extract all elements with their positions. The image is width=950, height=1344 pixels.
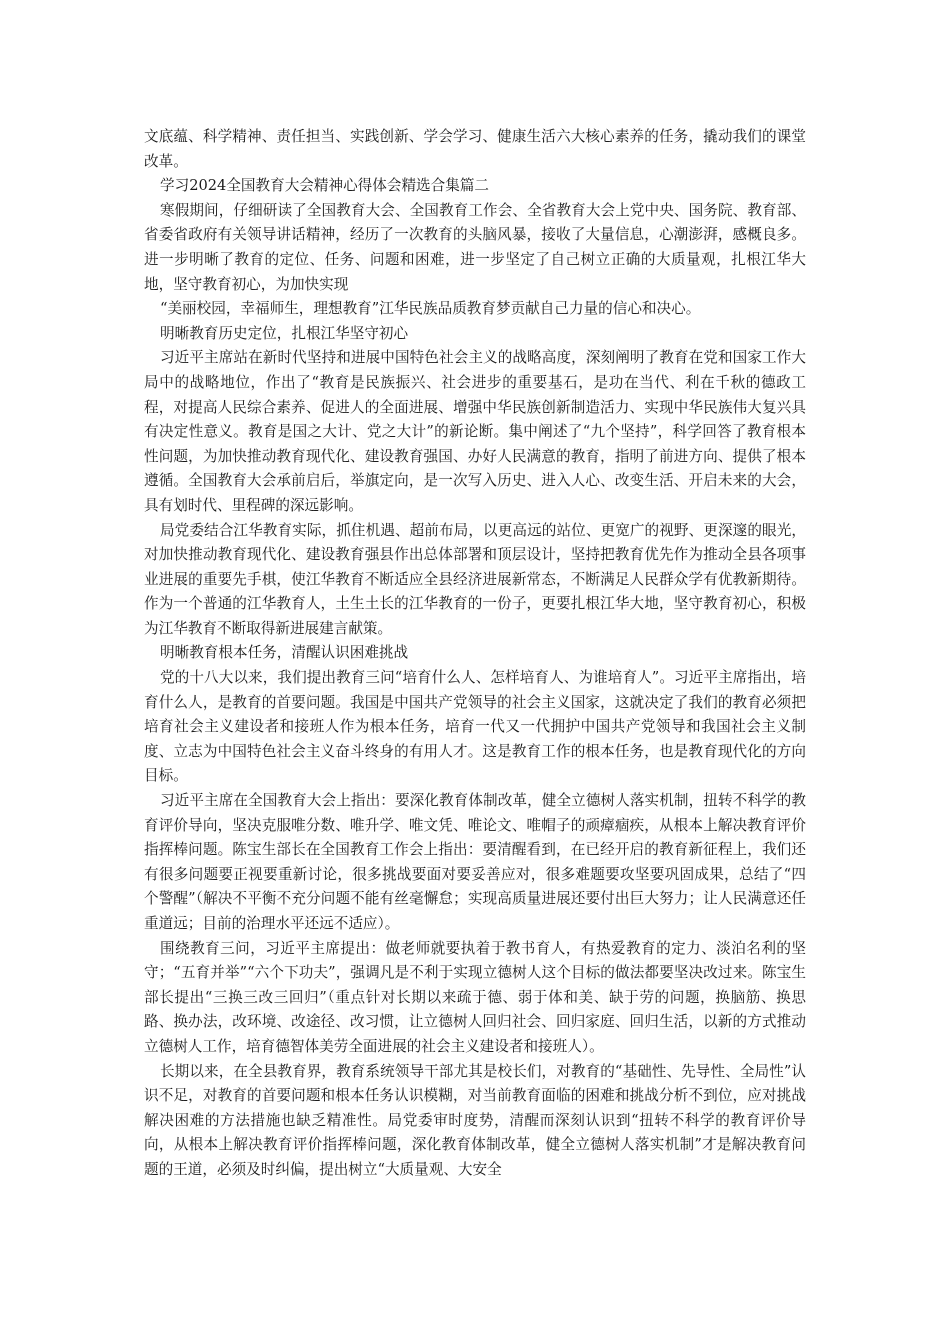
paragraph: “美丽校园，幸福师生，理想教育”江华民族品质教育梦贡献自己力量的信心和决心。 (160, 300, 701, 318)
section-title: 学习2024全国教育大会精神心得体会精选合集篇二 (160, 177, 490, 195)
section-heading: 明晰教育历史定位，扎根江华坚守初心 (160, 324, 409, 342)
paragraph: 寒假期间，仔细研读了全国教育大会、全国教育工作会、全省教育大会上党中央、国务院、教育部、省委省政府有关领导讲话精神，经历了一次教育的头脑风暴，接收了大量信息，心潮澎湃，感概良多。进一步明晰了教育的定位、任务、问题和困难，进一步坚定了自己树立正确的大质量观，扎根江华大地，坚守教育初心，为加快实现 (144, 201, 806, 293)
paragraph: 围绕教育三问，习近平主席提出：做老师就要执着于教书育人，有热爱教育的定力、淡泊名利的坚守；“五育并举”“六个下功夫”，强调凡是不利于实现立德树人这个目标的做法都要坚决改过来。陈宝生部长提出“三换三改三回归”（重点针对长期以来疏于德、弱于体和美、缺于劳的问题，换脑筋、换思路、换办法，改环境、改途径、改习惯，让立德树人回归社会、回归家庭、回归生活，以新的方式推动立德树人工作，培育德智体美劳全面进展的社会主义建设者和接班人）。 (144, 939, 806, 1055)
section-heading: 明晰教育根本任务，清醒认识困难挑战 (160, 644, 409, 662)
paragraph: 局党委结合江华教育实际，抓住机遇、超前布局，以更高远的站位、更宽广的视野、更深邃的眼光，对加快推动教育现代化、建设教育强县作出总体部署和顶层设计，坚持把教育优先作为推动全县各项事业进展的重要先手棋，使江华教育不断适应全县经济进展新常态，不断满足人民群众学有优教新期待。作为一个普通的江华教育人，土生土长的江华教育的一份子，更要扎根江华大地，坚守教育初心，积极为江华教育不断取得新进展建言献策。 (144, 521, 806, 637)
document-body (144, 125, 806, 1183)
paragraph-continuation: 文底蕴、科学精神、责任担当、实践创新、学会学习、健康生活六大核心素养的任务，撬动我们的课堂改革。 (144, 128, 806, 170)
paragraph: 党的十八大以来，我们提出教育三问“培育什么人、怎样培育人、为谁培育人”。习近平主席指出，培育什么人，是教育的首要问题。我国是中国共产党领导的社会主义国家，这就决定了我们的教育必须把培育社会主义建设者和接班人作为根本任务，培育一代又一代拥护中国共产党领导和我国社会主义制度、立志为中国特色社会主义奋斗终身的有用人才。这是教育工作的根本任务，也是教育现代化的方向目标。 (144, 669, 806, 785)
paragraph: 长期以来，在全县教育界，教育系统领导干部尤其是校长们，对教育的“基础性、先导性、全局性”认识不足，对教育的首要问题和根本任务认识模糊，对当前教育面临的困难和挑战分析不到位，应对挑战解决困难的方法措施也缺乏精准性。局党委审时度势，清醒而深刻认识到“扭转不科学的教育评价导向，从根本上解决教育评价指挥棒问题，深化教育体制改革，健全立德树人落实机制”才是解决教育问题的王道，必须及时纠偏，提出树立“大质量观、大安全 (144, 1062, 806, 1178)
paragraph: 习近平主席在全国教育大会上指出：要深化教育体制改革，健全立德树人落实机制，扭转不科学的教育评价导向，坚决克服唯分数、唯升学、唯文凭、唯论文、唯帽子的顽瘴痼疾，从根本上解决教育评价指挥棒问题。陈宝生部长在全国教育工作会上指出：要清醒看到，在已经开启的教育新征程上，我们还有很多问题要正视要重新讨论，很多挑战要面对要妥善应对，很多难题要攻坚要巩固成果，总结了“四个警醒”（解决不平衡不充分问题不能有丝毫懈怠；实现高质量进展还要付出巨大努力；让人民满意还任重道远；目前的治理水平还远不适应）。 (144, 792, 806, 932)
paragraph: 习近平主席站在新时代坚持和进展中国特色社会主义的战略高度，深刻阐明了教育在党和国家工作大局中的战略地位，作出了“教育是民族振兴、社会进步的重要基石，是功在当代、利在千秋的德政工程，对提高人民综合素养、促进人的全面进展、增强中华民族创新制造活力、实现中华民族伟大复兴具有决定性意义。教育是国之大计、党之大计”的新论断。集中阐述了“九个坚持”，科学回答了教育根本性问题，为加快推动教育现代化、建设教育强国、办好人民满意的教育，指明了前进方向、提供了根本遵循。全国教育大会承前启后，举旗定向，是一次写入历史、进入人心、改变生活、开启未来的大会，具有划时代、里程碑的深远影响。 (144, 349, 806, 514)
